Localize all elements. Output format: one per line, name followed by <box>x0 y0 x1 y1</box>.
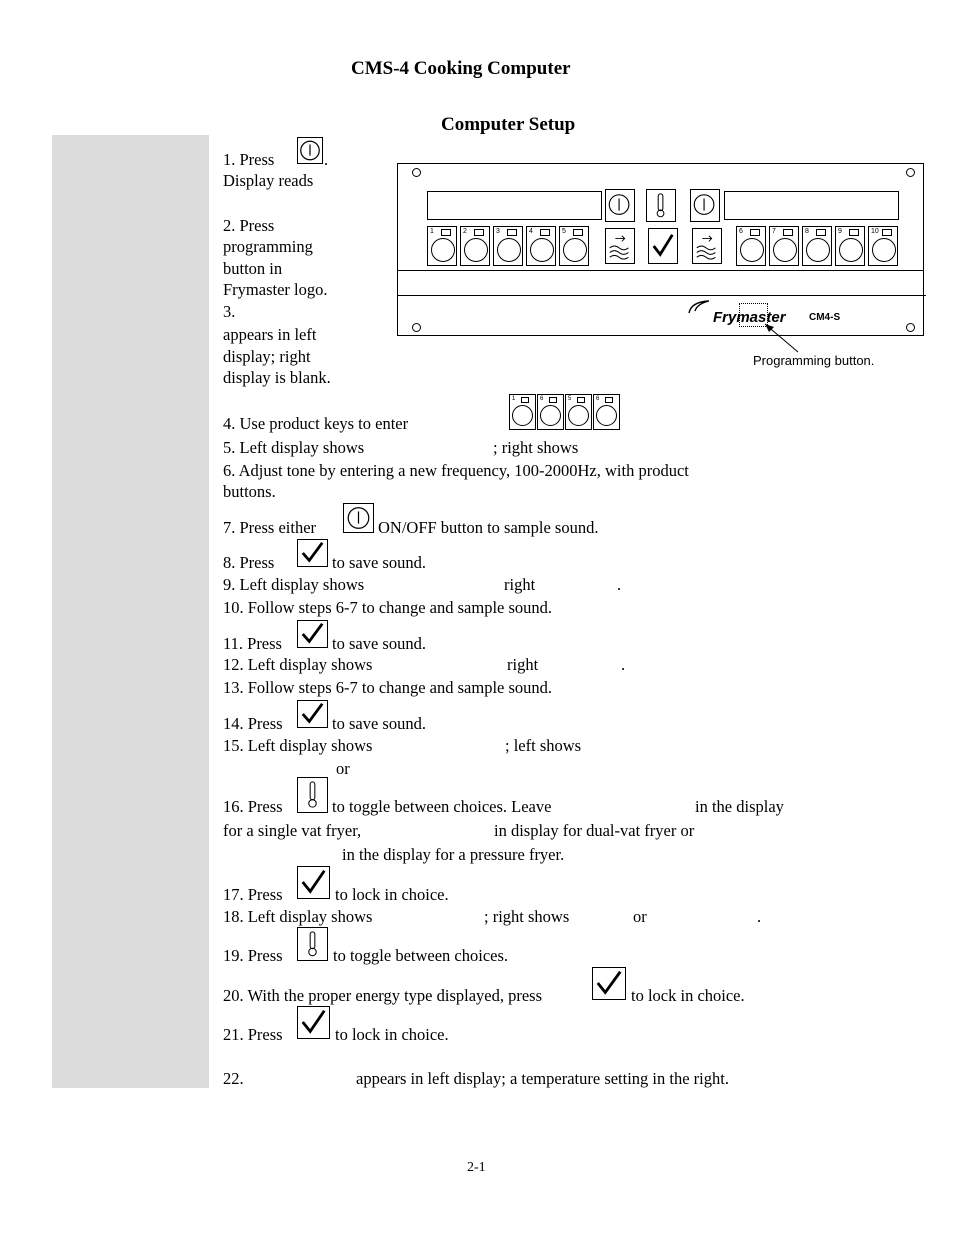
right-power-button <box>690 189 720 222</box>
step-5-right: ; right shows <box>493 438 579 457</box>
step-18-or: or <box>633 907 647 926</box>
product-key-number: 5 <box>562 228 566 235</box>
step-12-right: right <box>507 655 539 674</box>
product-key <box>537 394 564 430</box>
product-key <box>493 226 523 266</box>
step-22-number: 22. <box>223 1069 244 1088</box>
step-16-line-2a: for a single vat fryer, <box>223 821 362 840</box>
product-key-button <box>540 405 561 426</box>
product-key-button <box>563 238 587 262</box>
product-key-number: 6 <box>739 228 743 235</box>
product-key-number: 1 <box>430 228 434 235</box>
product-key-led <box>783 229 793 236</box>
step-9-text: 9. Left display shows <box>223 575 365 594</box>
step-11-text-end: to save sound. <box>332 634 426 653</box>
step-14-text-end: to save sound. <box>332 714 426 733</box>
step-18-period: . <box>757 907 762 926</box>
product-key-button <box>431 238 455 262</box>
right-display <box>724 191 899 220</box>
product-key <box>802 226 832 266</box>
step-1-display: Display reads <box>223 171 314 190</box>
step-16-text: 16. Press <box>223 797 283 816</box>
product-key <box>559 226 589 266</box>
programming-button-caption: Programming button. <box>753 353 875 368</box>
step-1-period: . <box>324 150 329 169</box>
step-3-line-2: appears in left <box>223 325 317 344</box>
step-21-text: 21. Press <box>223 1025 283 1044</box>
step-19-text-end: to toggle between choices. <box>333 946 509 965</box>
product-key-number: 6 <box>540 396 544 402</box>
thermometer-icon <box>297 927 328 961</box>
product-key-button <box>568 405 589 426</box>
left-power-button <box>605 189 635 222</box>
product-key-led <box>441 229 451 236</box>
frymaster-logo: Frymaster <box>713 309 786 326</box>
document-title: CMS-4 Cooking Computer <box>351 58 571 79</box>
step-12-period: . <box>621 655 626 674</box>
left-display <box>427 191 602 220</box>
product-key-button <box>839 238 863 262</box>
product-key-led <box>750 229 760 236</box>
product-key-led <box>507 229 517 236</box>
page-number: 2-1 <box>467 1160 486 1175</box>
product-key-led <box>521 397 529 403</box>
checkmark-icon <box>297 700 328 728</box>
product-key <box>460 226 490 266</box>
step-2-line-2: programming <box>223 237 313 256</box>
step-15-right: ; left shows <box>505 736 582 755</box>
checkmark-icon <box>592 967 626 1000</box>
product-key-number: 1 <box>512 396 516 402</box>
panel-divider-1 <box>398 270 923 271</box>
step-6-line-2: buttons. <box>223 482 276 501</box>
product-key-led <box>549 397 557 403</box>
step-14-text: 14. Press <box>223 714 283 733</box>
step-15-or: or <box>336 759 350 778</box>
step-16-line-3: in the display for a pressure fryer. <box>342 845 565 864</box>
step-16-line-2b: in display for dual-vat fryer or <box>494 821 695 840</box>
product-key-button <box>596 405 617 426</box>
thermometer-icon <box>297 777 328 813</box>
screw-top-left <box>412 168 421 177</box>
left-basket-lift-button <box>605 228 635 264</box>
product-key <box>868 226 898 266</box>
product-key-button <box>530 238 554 262</box>
product-key <box>526 226 556 266</box>
product-key-button <box>740 238 764 262</box>
step-3-line-1: 3. <box>223 302 236 321</box>
step-18-right: ; right shows <box>484 907 570 926</box>
step-6-line-1: 6. Adjust tone by entering a new frequency, 100-2000Hz, with product <box>223 461 689 480</box>
product-key-led <box>816 229 826 236</box>
step-3-line-3: display; right <box>223 347 311 366</box>
step-2-line-4: Frymaster logo. <box>223 280 328 299</box>
product-key <box>835 226 865 266</box>
step-17-text: 17. Press <box>223 885 283 904</box>
step-12-text: 12. Left display shows <box>223 655 373 674</box>
product-key-button <box>464 238 488 262</box>
thermometer-button <box>646 189 676 222</box>
product-key-number: 2 <box>463 228 467 235</box>
step-3-line-4: display is blank. <box>223 368 331 387</box>
step-9-period: . <box>617 575 622 594</box>
checkmark-icon <box>297 1006 330 1039</box>
product-key-led <box>540 229 550 236</box>
screw-bottom-left <box>412 323 421 332</box>
product-key-led <box>882 229 892 236</box>
product-key-led <box>573 229 583 236</box>
step-4-text: 4. Use product keys to enter <box>223 414 409 433</box>
product-key <box>509 394 536 430</box>
product-key-button <box>872 238 896 262</box>
control-panel-diagram <box>397 163 924 336</box>
product-key-led <box>849 229 859 236</box>
step-10-text: 10. Follow steps 6-7 to change and sample sound. <box>223 598 553 617</box>
product-key-number: 9 <box>838 228 842 235</box>
step-15-text: 15. Left display shows <box>223 736 373 755</box>
step-1-text: 1. Press <box>223 150 275 169</box>
model-label: CM4-S <box>809 312 841 323</box>
checkmark-icon <box>297 620 328 648</box>
product-key-button <box>512 405 533 426</box>
step-11-text: 11. Press <box>223 634 282 653</box>
step-21-text-end: to lock in choice. <box>335 1025 449 1044</box>
step-20-text: 20. With the proper energy type displayed, press <box>223 986 543 1005</box>
step-9-right: right <box>504 575 536 594</box>
logo-swoosh-icon <box>687 299 713 315</box>
step-2-line-3: button in <box>223 259 283 278</box>
product-key-number: 6 <box>596 396 600 402</box>
right-basket-lift-button <box>692 228 722 264</box>
product-key <box>565 394 592 430</box>
product-key-button <box>497 238 521 262</box>
checkmark-icon <box>297 539 328 567</box>
panel-divider-2 <box>398 295 926 296</box>
step-16-text-2: to toggle between choices. Leave <box>332 797 552 816</box>
product-key <box>736 226 766 266</box>
product-key <box>427 226 457 266</box>
product-key-number: 7 <box>772 228 776 235</box>
screw-bottom-right <box>906 323 915 332</box>
step-8-text: 8. Press <box>223 553 275 572</box>
section-title: Computer Setup <box>441 114 576 135</box>
check-button <box>648 228 678 264</box>
power-icon <box>343 503 374 533</box>
step-19-text: 19. Press <box>223 946 283 965</box>
checkmark-icon <box>297 866 330 899</box>
step-7-text: 7. Press either <box>223 518 317 537</box>
step-17-text-end: to lock in choice. <box>335 885 449 904</box>
step-2-line-1: 2. Press <box>223 216 275 235</box>
product-key-number: 3 <box>496 228 500 235</box>
step-16-text-3: in the display <box>695 797 784 816</box>
step-22-text: appears in left display; a temperature setting in the right. <box>356 1069 729 1088</box>
product-key-led <box>605 397 613 403</box>
step-8-text-end: to save sound. <box>332 553 426 572</box>
screw-top-right <box>906 168 915 177</box>
product-key <box>593 394 620 430</box>
step-20-text-end: to lock in choice. <box>631 986 745 1005</box>
product-key-button <box>773 238 797 262</box>
step-13-text: 13. Follow steps 6-7 to change and sample sound. <box>223 678 553 697</box>
power-icon <box>297 137 323 164</box>
step-18-text: 18. Left display shows <box>223 907 373 926</box>
sidebar-gray-band <box>52 135 209 1088</box>
step-5-text: 5. Left display shows <box>223 438 365 457</box>
product-key-led <box>474 229 484 236</box>
product-key <box>769 226 799 266</box>
product-key-led <box>577 397 585 403</box>
product-key-button <box>806 238 830 262</box>
step-7-text-end: ON/OFF button to sample sound. <box>378 518 599 537</box>
product-key-number: 10 <box>871 228 879 235</box>
product-key-number: 4 <box>529 228 533 235</box>
product-key-number: 5 <box>568 396 572 402</box>
product-key-number: 8 <box>805 228 809 235</box>
